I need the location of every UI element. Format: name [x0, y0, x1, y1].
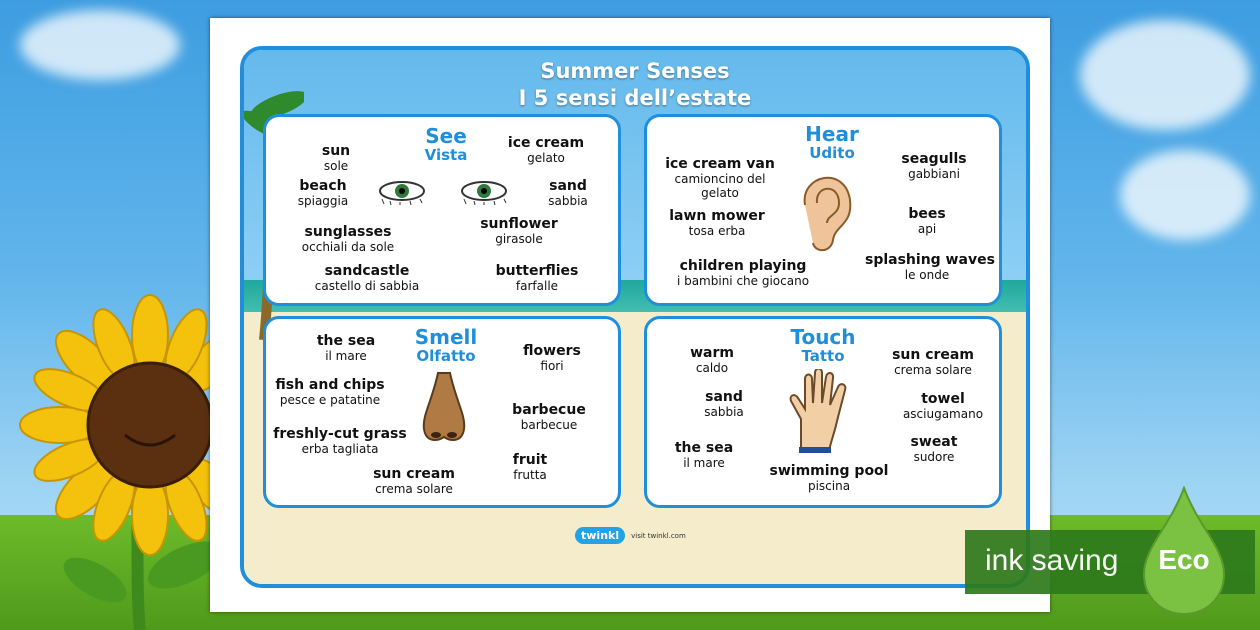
panel-smell: [263, 316, 621, 508]
heading-it: Olfatto: [416, 347, 476, 365]
word-sun: sun sole: [321, 143, 351, 173]
heading-it: Tatto: [801, 347, 845, 365]
heading-en: Smell: [414, 325, 478, 349]
eco-label: Eco: [1158, 544, 1210, 575]
heading-it: Vista: [424, 146, 468, 164]
word-barbecue: barbecue barbecue: [512, 402, 586, 432]
word-sand: sand sabbia: [548, 178, 588, 208]
word-ice-cream: ice cream gelato: [507, 135, 585, 165]
word-sunflower: sunflower girasole: [480, 216, 558, 246]
heading-it: Udito: [809, 144, 855, 162]
heading-en: Hear: [805, 122, 859, 146]
eyes-icon: [378, 179, 510, 205]
ear-icon: [795, 165, 857, 253]
word-sunglasses: sunglasses occhiali da sole: [301, 224, 395, 254]
panel-heading: [783, 326, 863, 365]
panel-hear: [644, 114, 1002, 306]
page-subtitle: I 5 sensi dell’estate: [518, 86, 752, 110]
word-seagulls: seagulls gabbiani: [901, 151, 967, 181]
word-splashing-waves: splashing waves le onde: [865, 252, 995, 282]
word-freshly-cut-grass: freshly-cut grass erba tagliata: [273, 426, 407, 456]
word-sun-cream: sun cream crema solare: [892, 347, 974, 377]
twinkl-url: visit twinkl.com: [631, 531, 686, 540]
nose-icon: [416, 371, 472, 451]
word-fruit: fruit frutta: [512, 452, 548, 482]
cloud: [20, 10, 180, 80]
panel-heading: [406, 326, 486, 365]
word-sand: sand sabbia: [704, 389, 744, 419]
twinkl-logo: [575, 527, 686, 544]
word-sandcastle: sandcastle castello di sabbia: [314, 263, 420, 293]
word-butterflies: butterflies farfalle: [495, 263, 579, 293]
word-the-sea: the sea il mare: [674, 440, 734, 470]
panel-touch: [644, 316, 1002, 508]
sunflower-illustration: [0, 290, 240, 630]
word-flowers: flowers fiori: [523, 343, 581, 373]
cloud: [1080, 20, 1250, 130]
panel-see: [263, 114, 621, 306]
word-ice-cream-van: ice cream van camioncino del gelato: [665, 156, 775, 200]
word-children-playing: children playing i bambini che giocano: [676, 258, 810, 288]
word-sweat: sweat sudore: [910, 434, 958, 464]
word-towel: towel asciugamano: [902, 391, 984, 421]
hand-icon: [787, 369, 855, 455]
word-beach: beach spiaggia: [297, 178, 349, 208]
page-title: Summer Senses: [540, 59, 730, 83]
word-the-sea: the sea il mare: [316, 333, 376, 363]
eco-drop-icon: [1140, 486, 1228, 616]
twinkl-brand: twinkl: [575, 527, 625, 544]
word-lawn-mower: lawn mower tosa erba: [669, 208, 765, 238]
cloud: [1120, 150, 1250, 240]
word-bees: bees api: [908, 206, 946, 236]
word-sun-cream: sun cream crema solare: [373, 466, 455, 496]
heading-en: See: [425, 124, 467, 148]
word-warm: warm caldo: [690, 345, 734, 375]
panel-heading: [416, 125, 476, 164]
panel-heading: [797, 123, 867, 162]
word-swimming-pool: swimming pool piscina: [769, 463, 889, 493]
heading-en: Touch: [790, 325, 856, 349]
word-fish-and-chips: fish and chips pesce e patatine: [275, 377, 385, 407]
ink-saving-label: ink saving: [985, 544, 1119, 577]
